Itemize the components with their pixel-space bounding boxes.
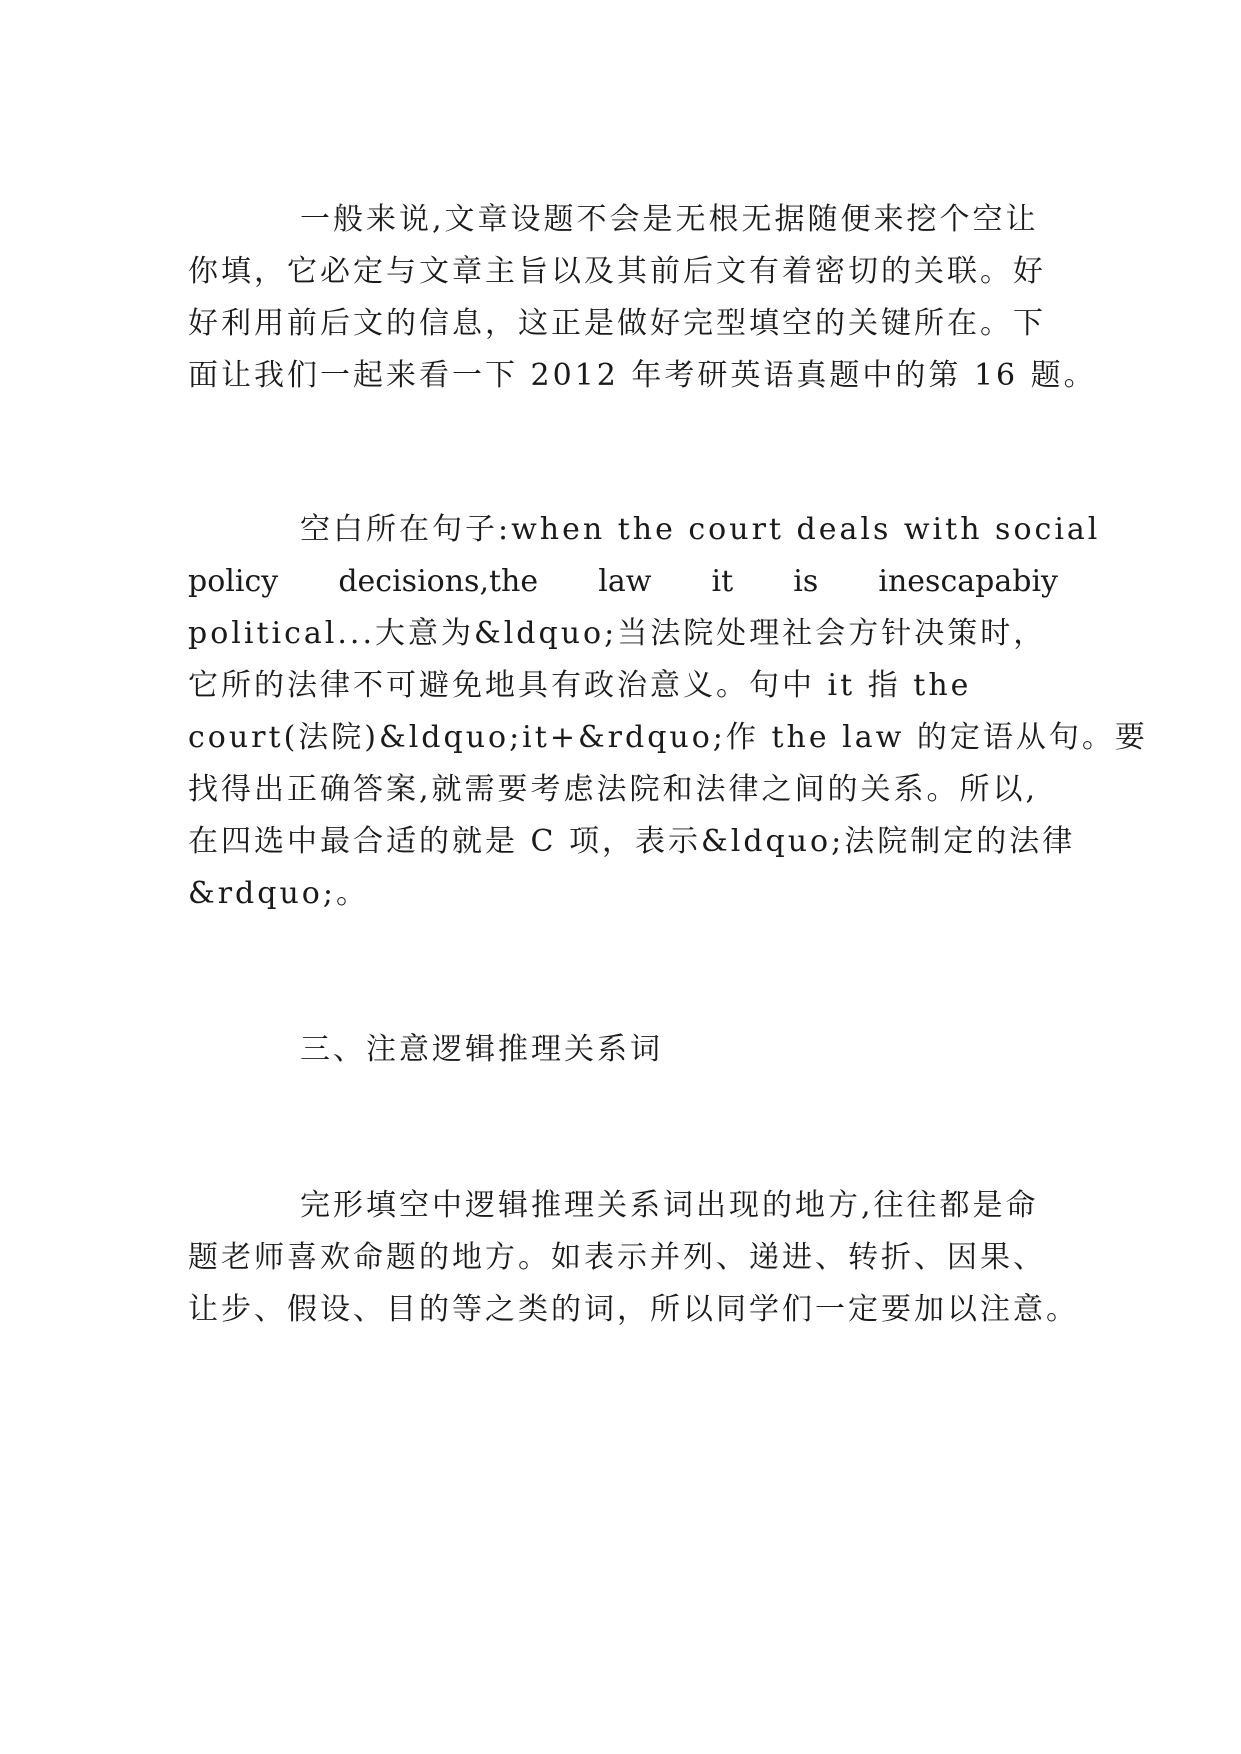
paragraph-2-line-4: 它所的法律不可避免地具有政治意义。句中 it 指 the bbox=[188, 668, 972, 703]
paragraph-4-line-2: 题老师喜欢命题的地方。如表示并列、递进、转折、因果、 bbox=[188, 1240, 1046, 1275]
paragraph-1-line-2: 你填，它必定与文章主旨以及其前后文有着密切的关联。好 bbox=[188, 254, 1046, 289]
word-is: is bbox=[793, 564, 819, 599]
word-it: it bbox=[711, 564, 734, 599]
paragraph-2-line-1: 空白所在句子:when the court deals with social bbox=[300, 512, 1101, 547]
paragraph-2-line-8: &rdquo;。 bbox=[188, 876, 369, 911]
word-policy: policy bbox=[188, 564, 279, 599]
paragraph-2-line-5: court(法院)&ldquo;it+&rdquo;作 the law 的定语从句。要 bbox=[188, 720, 1148, 755]
paragraph-1-line-3: 好利用前后文的信息，这正是做好完型填空的关键所在。下 bbox=[188, 306, 1046, 341]
paragraph-4-line-1: 完形填空中逻辑推理关系词出现的地方,往往都是命 bbox=[300, 1188, 1039, 1223]
word-law: law bbox=[598, 564, 652, 599]
paragraph-2-line-3: political...大意为&ldquo;当法院处理社会方针决策时， bbox=[188, 616, 1047, 651]
word-inescapabiy: inescapabiy bbox=[878, 564, 1058, 599]
paragraph-2-line-6: 找得出正确答案,就需要考虑法院和法律之间的关系。所以, bbox=[188, 772, 1039, 807]
section-heading: 三、注意逻辑推理关系词 bbox=[300, 1032, 663, 1067]
paragraph-1-line-1: 一般来说,文章设题不会是无根无据随便来挖个空让 bbox=[300, 202, 1039, 237]
paragraph-1-line-4: 面让我们一起来看一下 2012 年考研英语真题中的第 16 题。 bbox=[188, 358, 1097, 393]
paragraph-2-line-2 bbox=[188, 562, 1058, 602]
paragraph-2-line-7: 在四选中最合适的就是 C 项，表示&ldquo;法院制定的法律 bbox=[188, 824, 1076, 859]
paragraph-4-line-3: 让步、假设、目的等之类的词，所以同学们一定要加以注意。 bbox=[188, 1292, 1079, 1327]
word-decisions-the: decisions,the bbox=[338, 564, 539, 599]
